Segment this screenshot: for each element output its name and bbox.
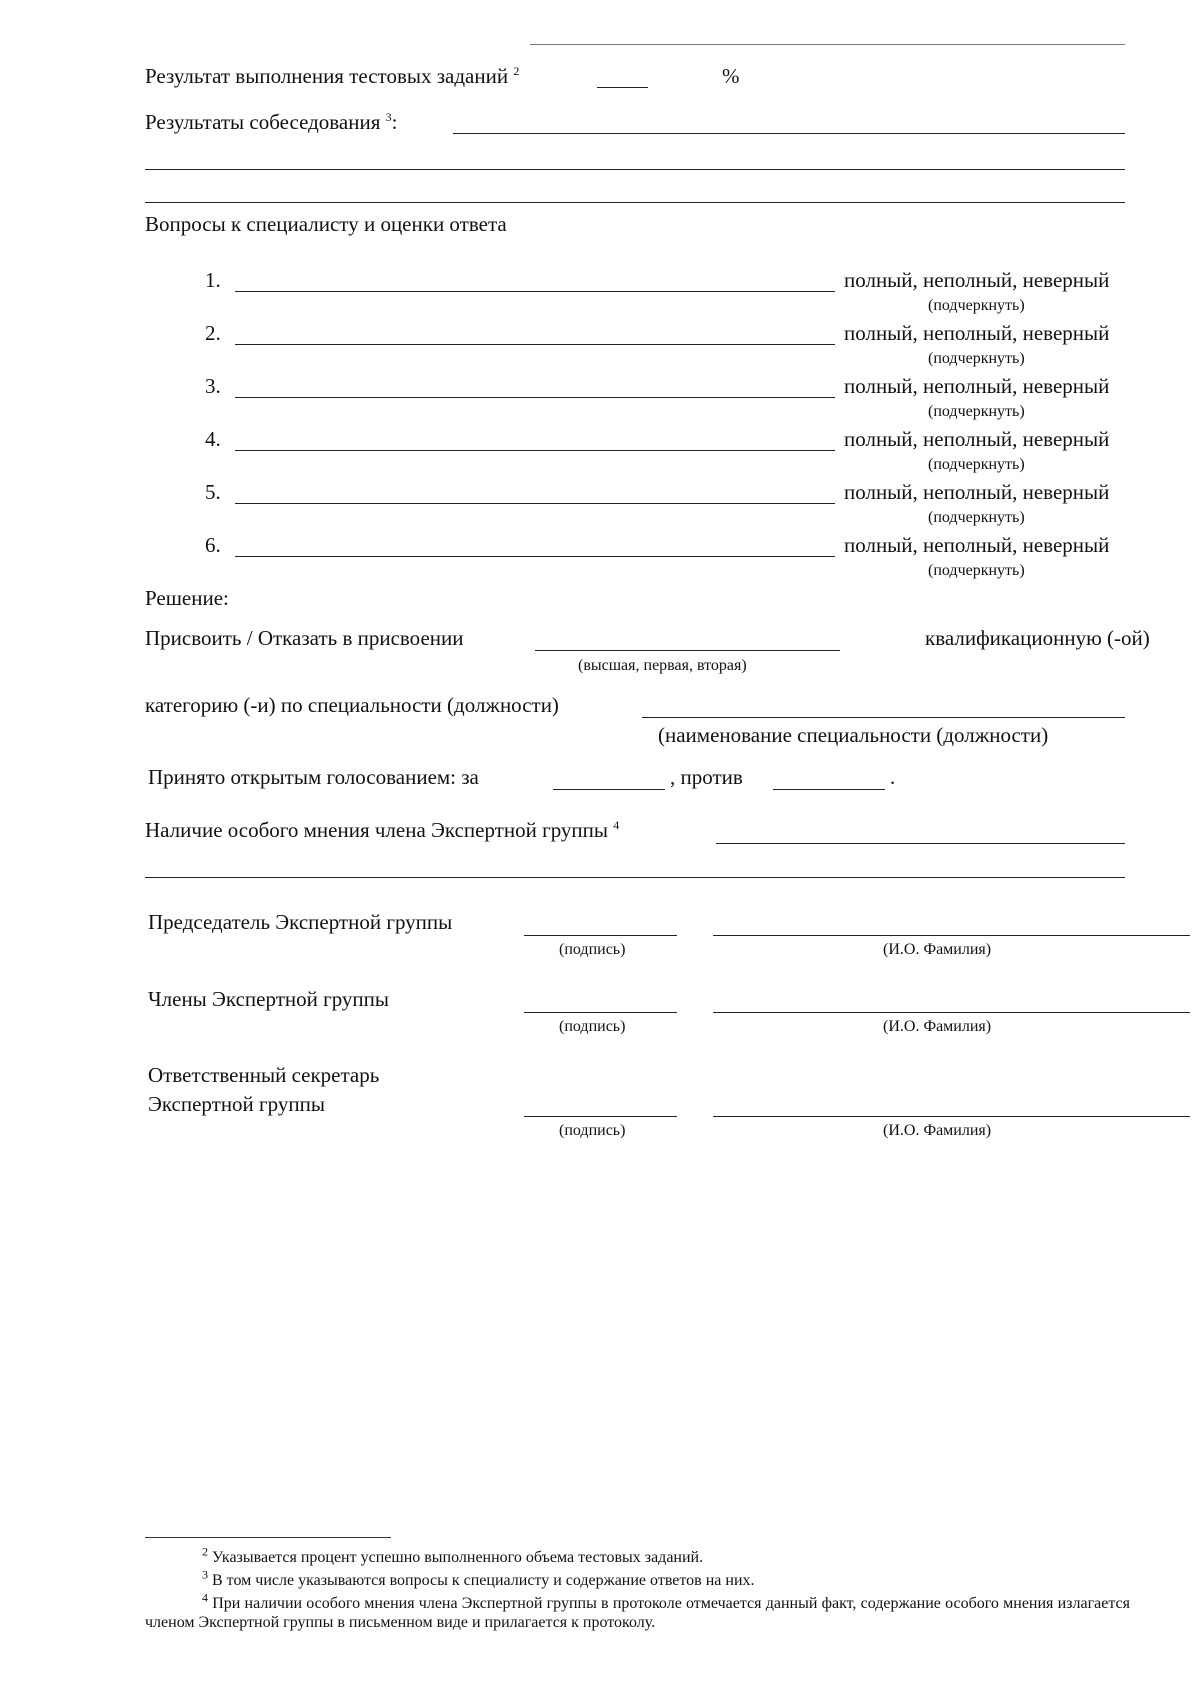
signature-hint: (подпись) xyxy=(559,941,626,958)
signature-field[interactable] xyxy=(524,1116,677,1117)
underline-hint: (подчеркнуть) xyxy=(928,297,1025,314)
signature-hint: (подпись) xyxy=(559,1122,626,1139)
role-label-line2: Экспертной группы xyxy=(148,1092,325,1116)
role-label: Председатель Экспертной группы xyxy=(148,910,453,934)
specialty-hint: (наименование специальности (должности) xyxy=(658,723,1049,747)
question-number: 1. xyxy=(205,268,221,292)
question-number: 3. xyxy=(205,374,221,398)
footnote-ref-2: 2 xyxy=(513,64,520,78)
footnote-ref-3: 3 xyxy=(385,110,392,124)
underline-hint: (подчеркнуть) xyxy=(928,509,1025,526)
vote-label: Принято открытым голосованием: за xyxy=(148,765,479,789)
name-field[interactable] xyxy=(713,1116,1190,1117)
footnote-ref-4: 4 xyxy=(613,818,620,832)
vote-end: . xyxy=(890,765,896,789)
percent-sign: % xyxy=(722,64,740,88)
interview-field-1[interactable] xyxy=(453,133,1125,134)
role-label: Ответственный секретарь xyxy=(148,1063,380,1087)
name-hint: (И.О. Фамилия) xyxy=(883,1018,992,1035)
votes-against-field[interactable] xyxy=(773,789,885,790)
question-field[interactable] xyxy=(235,556,835,557)
question-field[interactable] xyxy=(235,450,835,451)
underline-hint: (подчеркнуть) xyxy=(928,350,1025,367)
underline-hint: (подчеркнуть) xyxy=(928,403,1025,420)
signature-field[interactable] xyxy=(524,1012,677,1013)
question-number: 2. xyxy=(205,321,221,345)
footnote-2 xyxy=(202,1544,704,1567)
interview-row: Результаты собеседования $^3$: xyxy=(145,110,398,134)
answer-options: полный, неполный, неверный xyxy=(844,321,1110,345)
opinion-label: Наличие особого мнения члена Экспертной группы xyxy=(145,818,609,842)
specialty-field[interactable] xyxy=(642,717,1125,718)
question-number: 4. xyxy=(205,427,221,451)
question-field[interactable] xyxy=(235,291,835,292)
qualification-level-field[interactable] xyxy=(535,650,840,651)
assign-suffix: квалификационную (-ой) xyxy=(925,626,1150,650)
answer-options: полный, неполный, неверный xyxy=(844,374,1110,398)
question-number: 5. xyxy=(205,480,221,504)
answer-options: полный, неполный, неверный xyxy=(844,533,1110,557)
footnote-text: Указывается процент успешно выполненного объема тестовых заданий. xyxy=(212,1549,704,1566)
interview-field-3[interactable] xyxy=(145,202,1125,203)
footnote-text: В том числе указываются вопросы к специалисту и содержание ответов на них. xyxy=(212,1572,755,1589)
top-rule xyxy=(530,44,1125,45)
question-field[interactable] xyxy=(235,503,835,504)
footnote-text: При наличии особого мнения члена Экспертной группы в протоколе отмечается данный факт, содержание особого мнения излагается членом Экспертной группы в письменном виде и прилагается к протоколу. xyxy=(145,1595,1131,1631)
role-label: Члены Экспертной группы xyxy=(148,987,390,1011)
footnote-mark: 2 xyxy=(202,1544,208,1559)
interview-field-2[interactable] xyxy=(145,169,1125,170)
question-field[interactable] xyxy=(235,344,835,345)
question-field[interactable] xyxy=(235,397,835,398)
signature-hint: (подпись) xyxy=(559,1018,626,1035)
interview-label: Результаты собеседования xyxy=(145,110,381,134)
footnote-mark: 3 xyxy=(202,1567,208,1582)
footnote-mark: 4 xyxy=(202,1590,208,1605)
underline-hint: (подчеркнуть) xyxy=(928,456,1025,473)
opinion-field-1[interactable] xyxy=(716,843,1125,844)
name-hint: (И.О. Фамилия) xyxy=(883,941,992,958)
footnote-4 xyxy=(145,1590,1131,1632)
assign-label: Присвоить / Отказать в присвоении xyxy=(145,626,464,650)
opinion-field-2[interactable] xyxy=(145,877,1125,878)
test-result-row xyxy=(145,64,519,88)
footnote-3 xyxy=(202,1567,755,1590)
answer-options: полный, неполный, неверный xyxy=(844,268,1110,292)
decision-heading: Решение: xyxy=(145,586,229,610)
votes-for-field[interactable] xyxy=(553,789,665,790)
question-number: 6. xyxy=(205,533,221,557)
name-field[interactable] xyxy=(713,935,1190,936)
name-field[interactable] xyxy=(713,1012,1190,1013)
name-hint: (И.О. Фамилия) xyxy=(883,1122,992,1139)
footnote-separator xyxy=(145,1537,391,1538)
answer-options: полный, неполный, неверный xyxy=(844,480,1110,504)
answer-options: полный, неполный, неверный xyxy=(844,427,1110,451)
opinion-row xyxy=(145,818,619,842)
level-hint: (высшая, первая, вторая) xyxy=(578,657,747,674)
questions-heading: Вопросы к специалисту и оценки ответа xyxy=(145,212,507,236)
category-label: категорию (-и) по специальности (должности) xyxy=(145,693,559,717)
test-result-field[interactable] xyxy=(597,87,648,88)
signature-field[interactable] xyxy=(524,935,677,936)
vote-against-label: , против xyxy=(670,765,743,789)
test-result-label: Результат выполнения тестовых заданий xyxy=(145,64,509,88)
underline-hint: (подчеркнуть) xyxy=(928,562,1025,579)
